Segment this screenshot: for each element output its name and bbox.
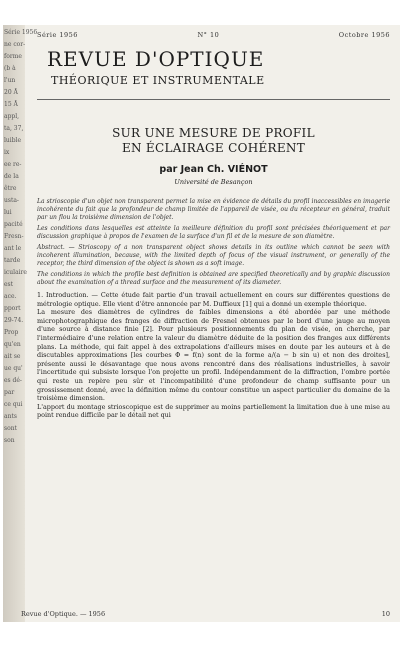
article-author: par Jean Ch. VIÉNOT [159, 164, 268, 175]
margin-fragment: ant le [4, 245, 22, 252]
article-title [37, 126, 390, 156]
margin-fragment: (b à [4, 65, 16, 72]
margin-fragment: ue qu' [4, 365, 23, 372]
margin-fragment: appl, [4, 113, 20, 120]
margin-fragment: ce qui [4, 401, 23, 408]
margin-fragment: Série 1956 [4, 29, 38, 36]
author-affiliation: Université de Besançon [174, 178, 253, 186]
margin-fragment: l'un [4, 77, 16, 84]
adjacent-page-margin [3, 25, 38, 622]
margin-fragment: qu'en [4, 341, 21, 348]
margin-fragment: 29-74. [4, 317, 24, 324]
body-paragraph: 1. Introduction. — Cette étude fait partie d'un travail actuellement en cours sur différentes questions de métrologie optique. Elle vient d'être annoncée par M. Duffieux [1] qui a donné un exemple théorique. [37, 291, 390, 308]
margin-fragment: ait se [4, 353, 21, 360]
margin-fragment: ants [4, 413, 17, 420]
margin-fragment: luible [4, 137, 22, 144]
margin-fragment: 20 Å [4, 89, 18, 96]
header-rule [37, 99, 390, 100]
page-content [25, 25, 400, 622]
body-paragraph: L'apport du montage strioscopique est de supprimer au moins partiellement la limitation due à une mise au point rendue difficile par le détail net qui [37, 402, 390, 420]
margin-fragment: pport [4, 305, 21, 312]
abstract-paragraph: The conditions in which the profile best definition is obtained are specified theoretically and by graphic discussion about the examination of a thread surface and the measurement of its diameter. [37, 271, 390, 286]
margin-fragment: par [4, 389, 15, 396]
margin-fragment: Fresn- [4, 233, 24, 240]
journal-title: REVUE D'OPTIQUE [47, 47, 265, 71]
margin-fragment: être [4, 185, 17, 192]
margin-fragment: est [4, 281, 14, 288]
margin-fragment: ta, 37, [4, 125, 24, 132]
body-paragraph: La mesure des diamètres de cylindres de faibles dimensions a été abordée par une méthode microphotographique des franges de diffraction de Fresnel obtenues par le bord d'une jauge au moyen d'une source à distance finie [2]. Pour plusieurs positionnements du plan de visée, on cherche, par l'intermédiaire d'une relation entre la valeur du diamètre déduite de la position des franges aux différents plans. La méthode, qui fait appel à des extrapolations d'ailleurs mises en doute par les auteurs et à de discutables approximations [les courbes Φ = f(n) sont de la forme a/(a − b sin u) et non des droites], présente aussi le désavantage que nous avons rencontré dans des réalisations industrielles, à savoir l'incertitude qui subsiste lorsque l'on projette un profil. Indépendamment de la diffraction, l'ombre portée qui reste un repère peu sûr et l'incompatibilité d'une profondeur de champ suffisante pour un grossissement donné, avec la définition même du contour constitue un aspect particulier du domaine de la troisième dimension. [37, 308, 390, 403]
margin-fragment: ace. [4, 293, 17, 300]
article-title-line-1: SUR UNE MESURE DE PROFIL [112, 126, 315, 140]
abstract [37, 198, 390, 287]
abstract-paragraph: Abstract. — Strioscopy of a non transparent object shows details in its outline which cannot be seen with incoherent illumination, because, with the limited depth of focus of the visual instrument, or generally of the receptor, the third dimension of the object is shown as a soft image. [37, 244, 390, 267]
margin-fragment: 15 Å [4, 101, 18, 108]
scanned-page [3, 25, 400, 622]
margin-fragment: es dé- [4, 377, 22, 384]
page-number: 10 [381, 610, 390, 618]
abstract-paragraph: La strioscopie d'un objet non transparent permet la mise en évidence de détails du profil inaccessibles en imagerie incohérente du fait que la profondeur de champ limitée de l'appareil de visée, ou du récepteur en général, traduit par un flou la troisième dimension de l'objet. [37, 198, 390, 221]
margin-fragment: ee re- [4, 161, 22, 168]
margin-fragment: tarde [4, 257, 21, 264]
margin-fragment: ix [4, 149, 10, 156]
margin-fragment: pacité [4, 221, 23, 228]
footer-journal: Revue d'Optique. — 1956 [21, 610, 106, 618]
running-header [37, 31, 390, 39]
margin-fragment: iculaire [4, 269, 27, 276]
page-footer [21, 610, 390, 618]
margin-fragment: usta- [4, 197, 19, 204]
margin-fragment: forme [4, 53, 22, 60]
margin-fragment: Prop [4, 329, 19, 336]
article-body [37, 291, 390, 420]
abstract-paragraph: Les conditions dans lesquelles est atteinte la meilleure définition du profil sont précisées théoriquement et par discussion graphique à propos de l'examen de la surface d'un fil et de la mesure de son diamètre. [37, 225, 390, 240]
header-number: N° 10 [197, 31, 220, 39]
journal-subtitle: THÉORIQUE ET INSTRUMENTALE [51, 74, 265, 87]
margin-fragment: son [4, 437, 15, 444]
article-title-line-2: EN ÉCLAIRAGE COHÉRENT [121, 141, 306, 155]
margin-fragment: de la [4, 173, 19, 180]
header-date: Octobre 1956 [338, 31, 390, 39]
margin-fragment: sont [4, 425, 17, 432]
header-series: Série 1956 [37, 31, 78, 39]
margin-fragment: ne cor- [4, 41, 26, 48]
margin-fragment: lui [4, 209, 12, 216]
